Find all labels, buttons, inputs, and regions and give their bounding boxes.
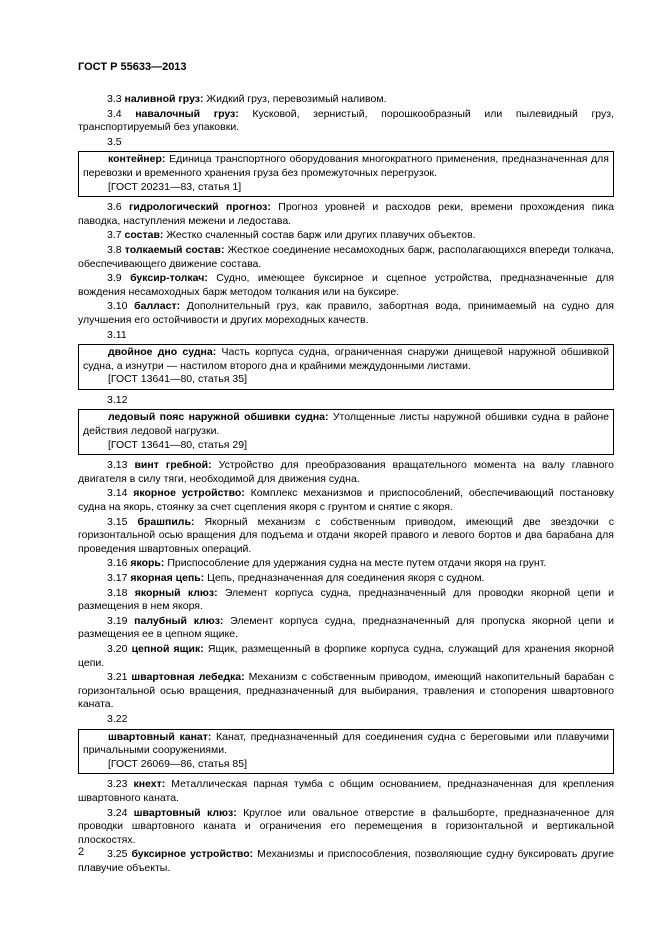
term-source: [ГОСТ 20231—83, статья 1] bbox=[108, 180, 242, 193]
term-definition: швартовный канат: Канат, предназначенный для соединения судна с береговыми или плавучими причальными сооружениями. bbox=[83, 730, 609, 757]
term-definition: ледовый пояс наружной обшивки судна: Утолщенные листы наружной обшивки судна в районе действия ледовой нагрузки. bbox=[83, 411, 609, 438]
term-entry: 3.8 толкаемый состав: Жесткое соединение несамоходных барж, располагающихся впереди толкача, обеспечивающего движение состава. bbox=[78, 243, 615, 270]
term-definition: контейнер: Единица транспортного оборудования многократного применения, предназначенная для перевозки и временного хранения груза без промежуточных перегрузок. bbox=[83, 153, 609, 179]
reference-definition-box bbox=[78, 151, 614, 197]
document-body bbox=[78, 93, 614, 876]
term-number: 3.11 bbox=[107, 328, 127, 341]
term-number: 3.22 bbox=[107, 712, 128, 725]
term-entry: 3.15 брашпиль: Якорный механизм с собственным приводом, имеющий две звездочки с горизонтальной осью вращения для подъема и отдачи якорей правого и левого бортов и два барабана для проведения швартовных операций. bbox=[78, 515, 615, 555]
term-source: [ГОСТ 13641—80, статья 29] bbox=[108, 438, 247, 451]
term-number: 3.5 bbox=[107, 135, 122, 148]
term-entry: 3.14 якорное устройство: Комплекс механизмов и приспособлений, обеспечивающий постановку судна на якорь, стоянку за счет сцепления якоря с грунтом и снятие с якоря. bbox=[78, 487, 615, 514]
term-entry: 3.25 буксирное устройство: Механизмы и приспособления, позволяющие судну буксировать другие плавучие объекты. bbox=[78, 848, 615, 874]
page-number: 2 bbox=[78, 846, 85, 858]
term-entry: 3.6 гидрологический прогноз: Прогноз уровней и расходов реки, времени прохождения пика паводка, наступления межени и ледостава. bbox=[78, 201, 614, 227]
term-entry: 3.23 кнехт: Металлическая парная тумба с общим основанием, предназначенная для крепления швартовного каната. bbox=[78, 778, 615, 804]
reference-definition-box bbox=[78, 729, 614, 775]
term-entry: 3.20 цепной ящик: Ящик, размещенный в форпике корпуса судна, служащий для хранения якорной цепи. bbox=[78, 642, 615, 669]
term-entry: 3.24 швартовный клюз: Круглое или овальное отверстие в фальшборте, предназначенное для проводки швартовного каната и ограничения его перемещения в горизонтальной и вертикальной плоскостях. bbox=[78, 806, 615, 846]
reference-definition-box bbox=[78, 409, 614, 455]
document-header: ГОСТ Р 55633—2013 bbox=[78, 61, 187, 73]
term-entry: 3.19 палубный клюз: Элемент корпуса судна, предназначенный для пропуска якорной цепи и размещения ее в цепном ящике. bbox=[78, 614, 615, 641]
reference-definition-box bbox=[78, 344, 614, 390]
term-number: 3.12 bbox=[107, 393, 128, 406]
term-entry: 3.13 винт гребной: Устройство для преобразования вращательного момента на валу главного двигателя в силу тяги, необходимой для движения судна. bbox=[78, 459, 614, 485]
term-entry: 3.16 якорь: Приспособление для удержания судна на месте путем отдачи якоря на грунт. bbox=[107, 557, 547, 570]
term-entry: 3.10 балласт: Дополнительный груз, как правило, забортная вода, принимаемый на судно для улучшения его остойчивости и других мореходных качеств. bbox=[78, 300, 614, 326]
term-entry: 3.21 швартовная лебедка: Механизм с собственным приводом, имеющий накопительный барабан с горизонтальной осью вращения, предназначенный для выбирания, травления и стопорения швартовного каната. bbox=[78, 671, 614, 711]
term-entry: 3.4 навалочный груз: Кусковой, зернистый, порошкообразный или пылевидный груз, транспортируемый без упаковки. bbox=[78, 107, 614, 134]
term-entry: 3.18 якорный клюз: Элемент корпуса судна, предназначенный для проводки якорной цепи и размещения в нем якоря. bbox=[78, 586, 614, 613]
term-entry: 3.7 состав: Жестко счаленный состав барж или других плавучих объектов. bbox=[107, 229, 476, 242]
term-definition: двойное дно судна: Часть корпуса судна, ограниченная снаружи днищевой наружной обшивкой судна, а изнутри — настилом второго дна и крайними междудонными листами. bbox=[83, 346, 609, 372]
term-source: [ГОСТ 26069—86, статья 85] bbox=[108, 757, 247, 770]
term-entry: 3.17 якорная цепь: Цепь, предназначенная для соединения якоря с судном. bbox=[107, 572, 485, 584]
term-entry: 3.9 буксир-толкач: Судно, имеющее буксирное и сцепное устройства, предназначенные для вождения несамоходных барж методом толкания или на буксире. bbox=[78, 272, 615, 298]
term-source: [ГОСТ 13641—80, статья 35] bbox=[108, 373, 247, 386]
term-entry: 3.3 наливной груз: Жидкий груз, перевозимый наливом. bbox=[107, 93, 387, 105]
